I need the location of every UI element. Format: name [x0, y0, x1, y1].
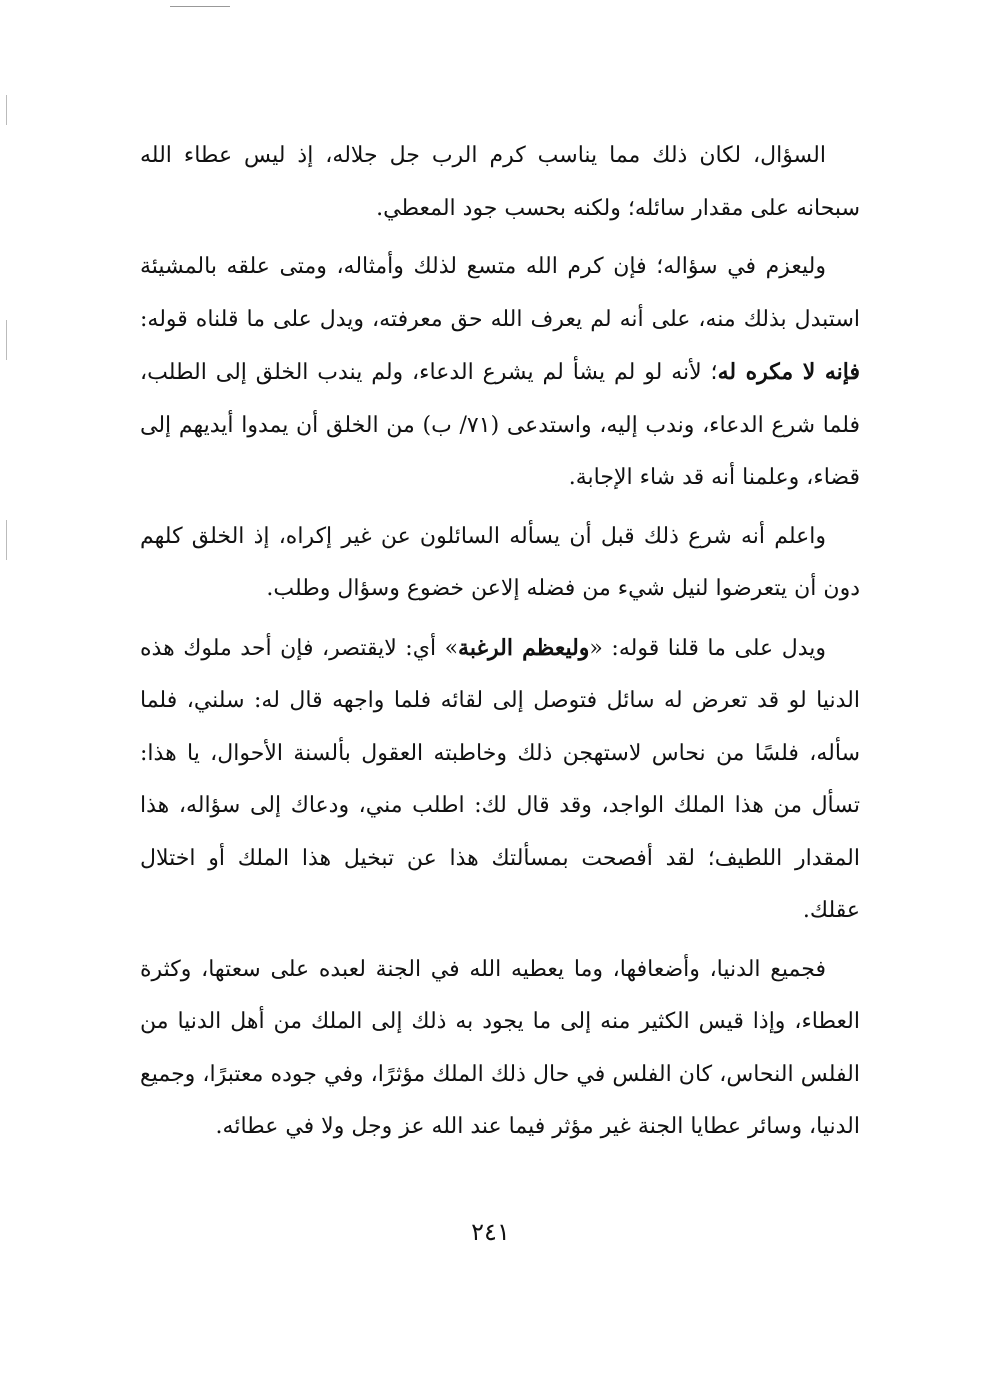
paragraph — [140, 622, 860, 938]
paragraph-text: » أي: لايقتصر، فإن أحد ملوك هذه الدنيا لو قد تعرض له سائل فتوصل إلى لقائه فلما واجهه قال له: سلني، فلما سأله، فلسًا من نحاس لاستهجن ذلك وخاطبته العقول بألسنة الأحوال، يا هذا: تسأل من هذا الملك الواجد، وقد قال لك: اطلب مني، ودعاك إلى سؤاله، هذا المقدار اللطيف؛ لقد أفصحت بمسألتك هذا عن تبخيل هذا الملك أو اختلال عقلك. — [140, 635, 860, 923]
paragraph — [140, 511, 860, 616]
paragraph — [140, 130, 860, 235]
paragraph-text: السؤال، لكان ذلك مما يناسب كرم الرب جل جلاله، إذ ليس عطاء الله سبحانه على مقدار سائله؛ ولكنه بحسب جود المعطي. — [140, 143, 860, 221]
paragraph-text: فجميع الدنيا، وأضعافها، وما يعطيه الله في الجنة لعبده على سعتها، وكثرة العطاء، وإذا قيس الكثير منه إلى ما يجود به ذلك إلى الملك من أهل الدنيا من الفلس النحاس، كان الفلس في حال ذلك الملك مؤثرًا، وفي جوده معتبرًا، وجميع الدنيا، وسائر عطايا الجنة غير مؤثر فيما عند الله عز وجل ولا في عطائه. — [140, 956, 860, 1139]
body-text — [140, 130, 860, 1160]
paragraph-text: ؛ لأنه لو لم يشأ لم يشرع الدعاء، ولم يندب الخلق إلى الطلب، فلما شرع الدعاء، وندب إليه، واستدعى (٧١/ ب) من الخلق أن يمدوا أيديهم إلى قضاء، وعلمنا أنه قد شاء الإجابة. — [140, 360, 860, 490]
paragraph-text: وليعزم في سؤاله؛ فإن كرم الله متسع لذلك وأمثاله، ومتى علقه بالمشيئة استبدل بذلك منه، على أنه لم يعرف الله حق معرفته، ويدل على ما قلناه قوله: — [140, 254, 860, 332]
margin-scan-mark — [6, 320, 7, 360]
emphasized-quote: وليعظم الرغبة — [458, 634, 590, 661]
margin-scan-mark — [6, 95, 7, 125]
top-edge-line — [170, 6, 230, 7]
paragraph — [140, 241, 860, 505]
paragraph-text: واعلم أنه شرع ذلك قبل أن يسأله السائلون عن غير إكراه، إذ الخلق كلهم دون أن يتعرضوا لنيل شيء من فضله إلاعن خضوع وسؤال وطلب. — [140, 523, 860, 601]
page-number: ٢٤١ — [471, 1218, 510, 1246]
paragraph-text: ويدل على ما قلنا قوله: « — [589, 635, 827, 661]
margin-scan-mark — [6, 520, 7, 560]
emphasized-quote: فإنه لا مكره له — [717, 359, 860, 385]
paragraph — [140, 944, 860, 1154]
